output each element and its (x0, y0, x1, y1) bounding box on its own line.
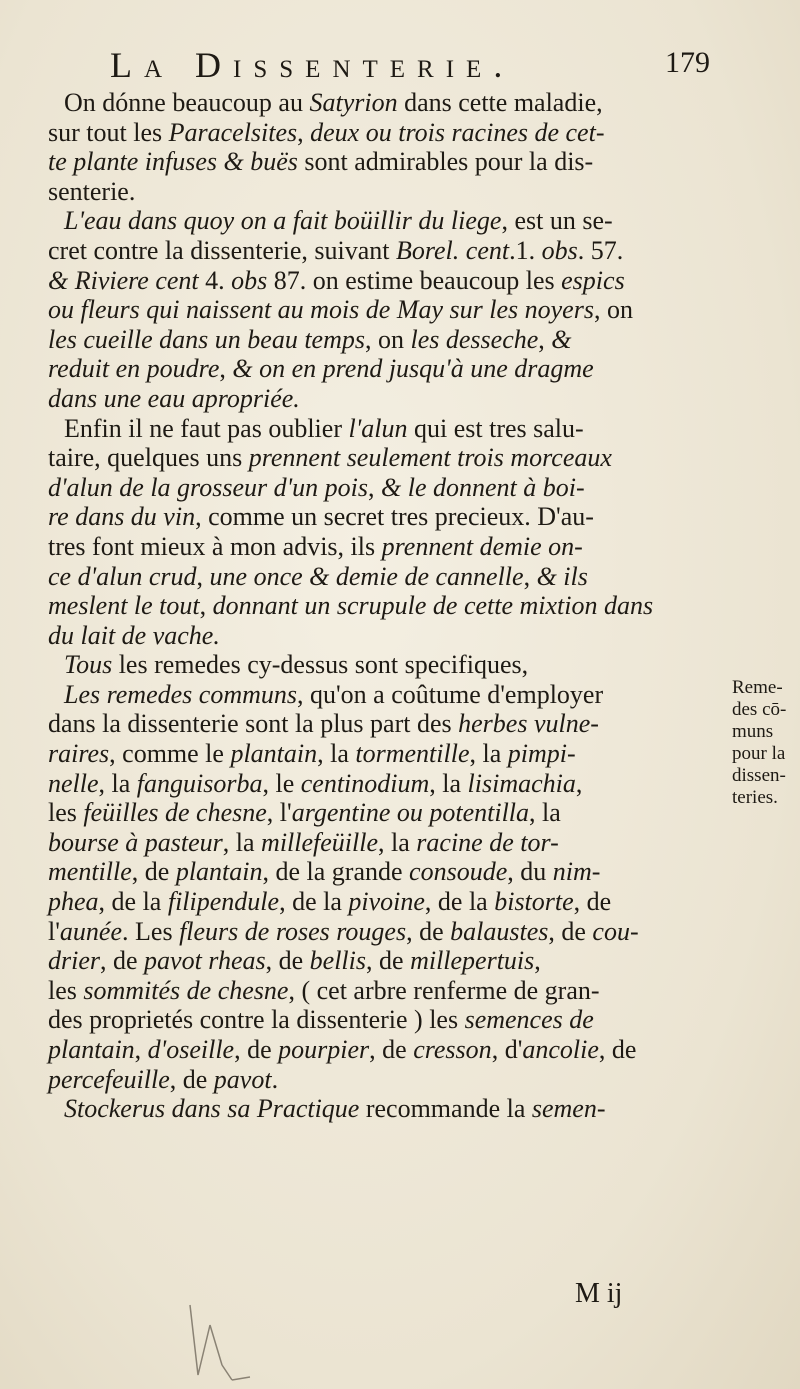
page-number: 179 (665, 46, 710, 79)
margin-note-line: Reme- (732, 677, 783, 698)
text-line: ce d'alun crud, une once & demie de cannelle, & ils (48, 561, 588, 591)
text-line: Enfin il ne faut pas oublier l'alun qui est tres salu- (64, 413, 584, 443)
text-line: les cueille dans un beau temps, on les desseche, & (48, 324, 572, 354)
body-text (48, 88, 720, 1124)
text-line: reduit en poudre, & on en prend jusqu'à une dragme (48, 354, 594, 384)
text-line: Les remedes communs, qu'on a coûtume d'employer (64, 679, 604, 709)
ink-scribble-mark (170, 1295, 260, 1385)
text-line: phea, de la filipendule, de la pivoine, de la bistorte, de (48, 887, 612, 917)
signature-mark: M ij (575, 1278, 623, 1309)
text-line: sur tout les Paracelsites, deux ou trois racines de cet- (48, 117, 605, 147)
margin-note-line: des cō- (732, 699, 787, 720)
text-line: percefeuille, de pavot. (48, 1064, 279, 1094)
text-line: bourse à pasteur, la millefeüille, la racine de tor- (48, 827, 559, 857)
margin-note (732, 677, 800, 809)
margin-note-line: pour la (732, 743, 786, 764)
text-line: Stockerus dans sa Practique recommande la semen- (64, 1094, 606, 1124)
text-line: d'alun de la grosseur d'un pois, & le donnent à boi- (48, 472, 585, 502)
margin-note-line: dissen- (732, 765, 786, 786)
text-line: nelle, la fanguisorba, le centinodium, la lisimachia, (48, 768, 583, 798)
text-line: cret contre la dissenterie, suivant Borel. cent.1. obs. 57. (48, 235, 624, 265)
text-line: les sommités de chesne, ( cet arbre renferme de gran- (48, 975, 600, 1005)
text-line: Tous les remedes cy-dessus sont specifiques, (64, 650, 529, 680)
text-line: re dans du vin, comme un secret tres precieux. D'au- (48, 502, 594, 532)
text-line: dans la dissenterie sont la plus part des herbes vulne- (48, 709, 599, 739)
text-line: plantain, d'oseille, de pourpier, de cresson, d'ancolie, de (48, 1035, 637, 1064)
text-line: l'aunée. Les fleurs de roses rouges, de balaustes, de cou- (48, 916, 639, 946)
text-line: du lait de vache. (48, 620, 220, 650)
text-line: des proprietés contre la dissenterie ) les semences de (48, 1005, 594, 1035)
text-line: tres font mieux à mon advis, ils prennent demie on- (48, 531, 583, 561)
page-header (95, 38, 710, 88)
margin-note-line: muns (732, 721, 774, 742)
text-line: senterie. (48, 176, 136, 206)
text-line: mentille, de plantain, de la grande consoude, du nim- (48, 857, 601, 887)
text-line: taire, quelques uns prennent seulement trois morceaux (48, 443, 612, 473)
text-line: L'eau dans quoy on a fait boüillir du liege, est un se- (64, 206, 613, 236)
text-line: ou fleurs qui naissent au mois de May sur les noyers, on (48, 295, 633, 325)
text-line: On dónne beaucoup au Satyrion dans cette maladie, (64, 88, 603, 117)
running-title: La Dissenterie. (110, 45, 515, 85)
margin-note-line: teries. (732, 787, 778, 808)
text-line: drier, de pavot rheas, de bellis, de millepertuis, (48, 946, 541, 976)
text-line: te plante infuses & buës sont admirables pour la dis- (48, 147, 594, 177)
text-line: les feüilles de chesne, l'argentine ou potentilla, la (48, 798, 561, 828)
text-line: dans une eau apropriée. (48, 383, 300, 413)
text-line: & Riviere cent 4. obs 87. on estime beaucoup les espics (48, 265, 625, 295)
text-line: raires, comme le plantain, la tormentille, la pimpi- (48, 739, 576, 769)
text-line: meslent le tout, donnant un scrupule de cette mixtion dans (48, 591, 654, 621)
